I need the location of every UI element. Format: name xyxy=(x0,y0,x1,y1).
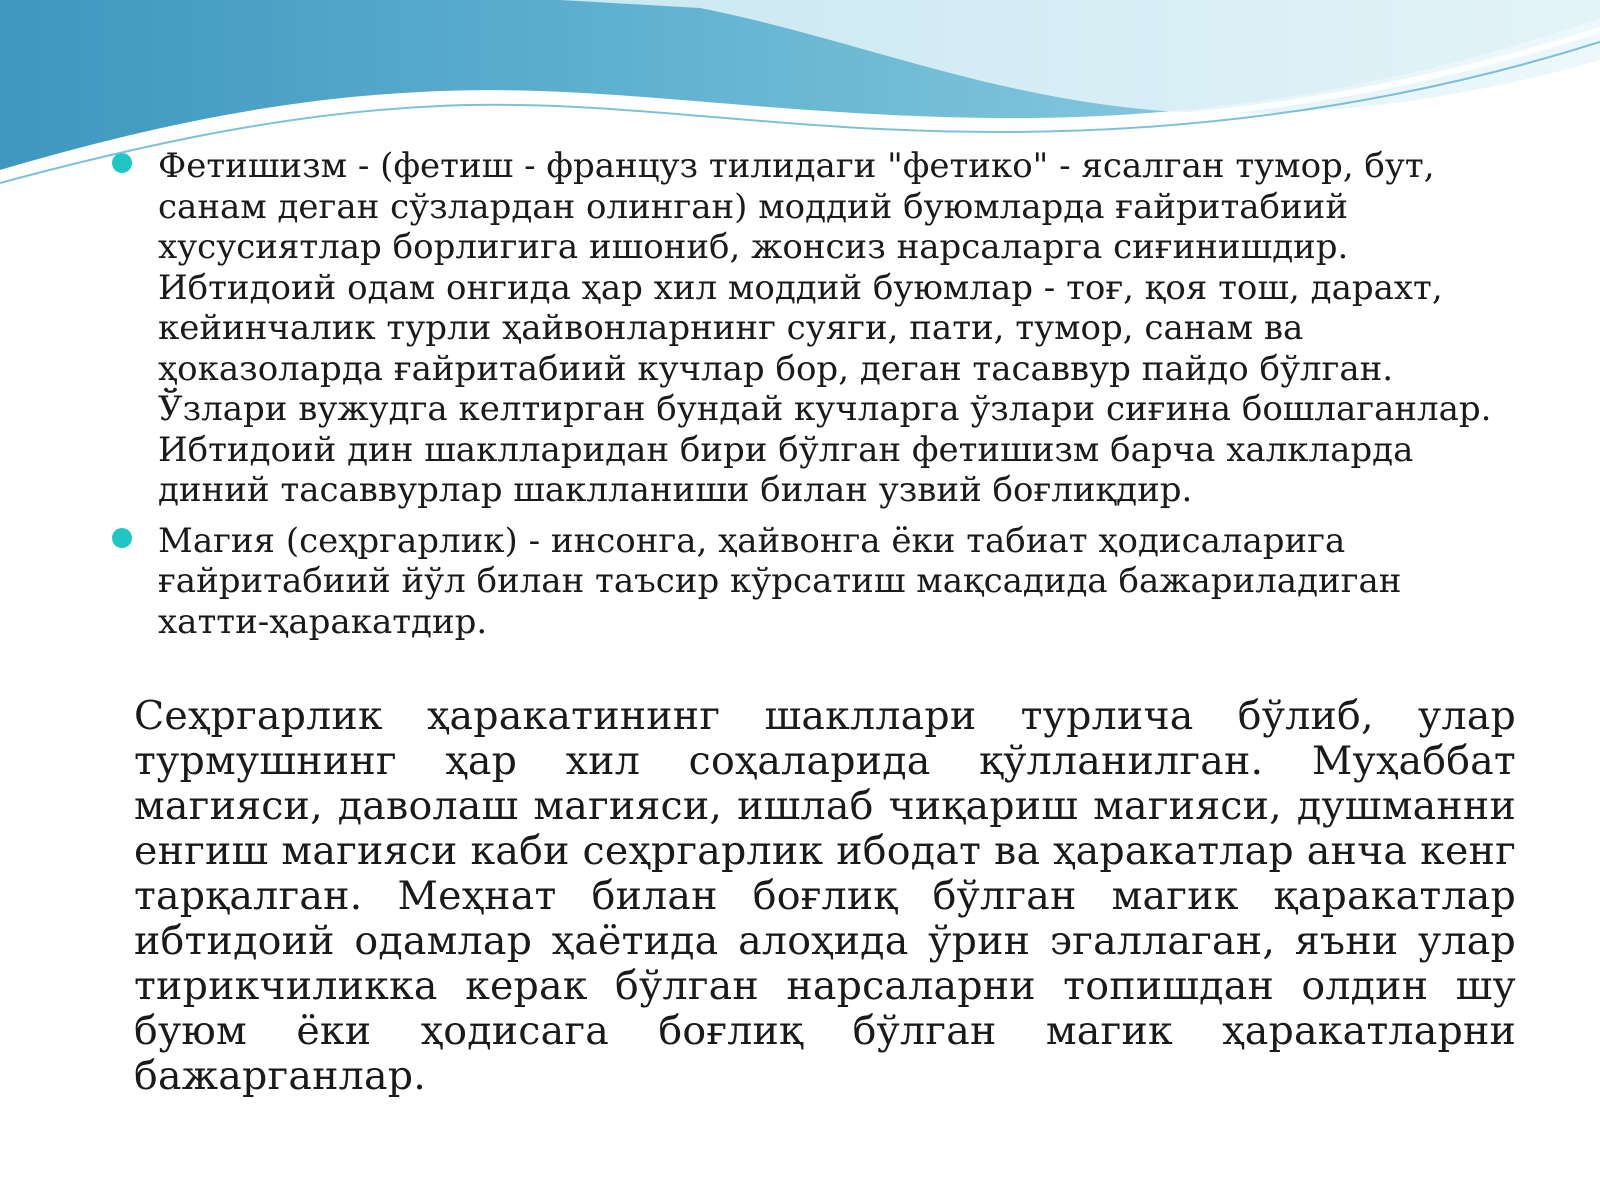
bullet-dot-icon xyxy=(112,153,132,173)
bullet-text: Фетишизм - (фетиш - француз тилидаги "фетико" - ясалган тумор, бут, санам деган сўзлардан олинган) моддий буюмларда ғайритабиий хусусиятлар борлигига ишониб, жонсиз нарсаларга сиғинишдир. Ибтидоий одам онгида ҳар хил моддий буюмлар - тоғ, қоя тош, дарахт, кейинчалик турли ҳайвонларнинг суяги, пати, тумор, санам ва ҳоказоларда ғайритабиий кучлар бор, деган тасаввур пайдо бўлган. Ўзлари вужудга келтирган бундай кучларга ўзлари сиғина бошлаганлар. Ибтидоий дин шаклларидан бири бўлган фетишизм барча халкларда диний тасаввурлар шаклланиши билан узвий боғлиқдир. xyxy=(158,146,1492,510)
bullet-list xyxy=(108,146,1508,652)
body-paragraph: Сеҳргарлик ҳаракатининг шакллари турлича бўлиб, улар турмушнинг ҳар хил соҳаларида қўлланилган. Муҳаббат магияси, даволаш магияси, ишлаб чиқариш магияси, душманни енгиш магияси каби сеҳргарлик ибодат ва ҳаракатлар анча кенг тарқалган. Меҳнат билан боғлиқ бўлган магик қаракатлар ибтидоий одамлар ҳаётида алоҳида ўрин эгаллаган, яъни улар тирикчиликка керак бўлган нарсаларни топишдан олдин шу буюм ёки ҳодисага боғлиқ бўлган магик ҳаракатларни бажарганлар. xyxy=(134,693,1516,1099)
bullet-text: Магия (сеҳргарлик) - инсонга, ҳайвонга ёки табиат ҳодисаларига ғайритабиий йўл билан таъсир кўрсатиш мақсадида бажариладиган хатти-ҳаракатдир. xyxy=(158,520,1402,642)
bullet-dot-icon xyxy=(112,528,132,548)
bullet-item-fetishism xyxy=(108,146,1508,511)
bullet-item-magic xyxy=(108,521,1508,643)
